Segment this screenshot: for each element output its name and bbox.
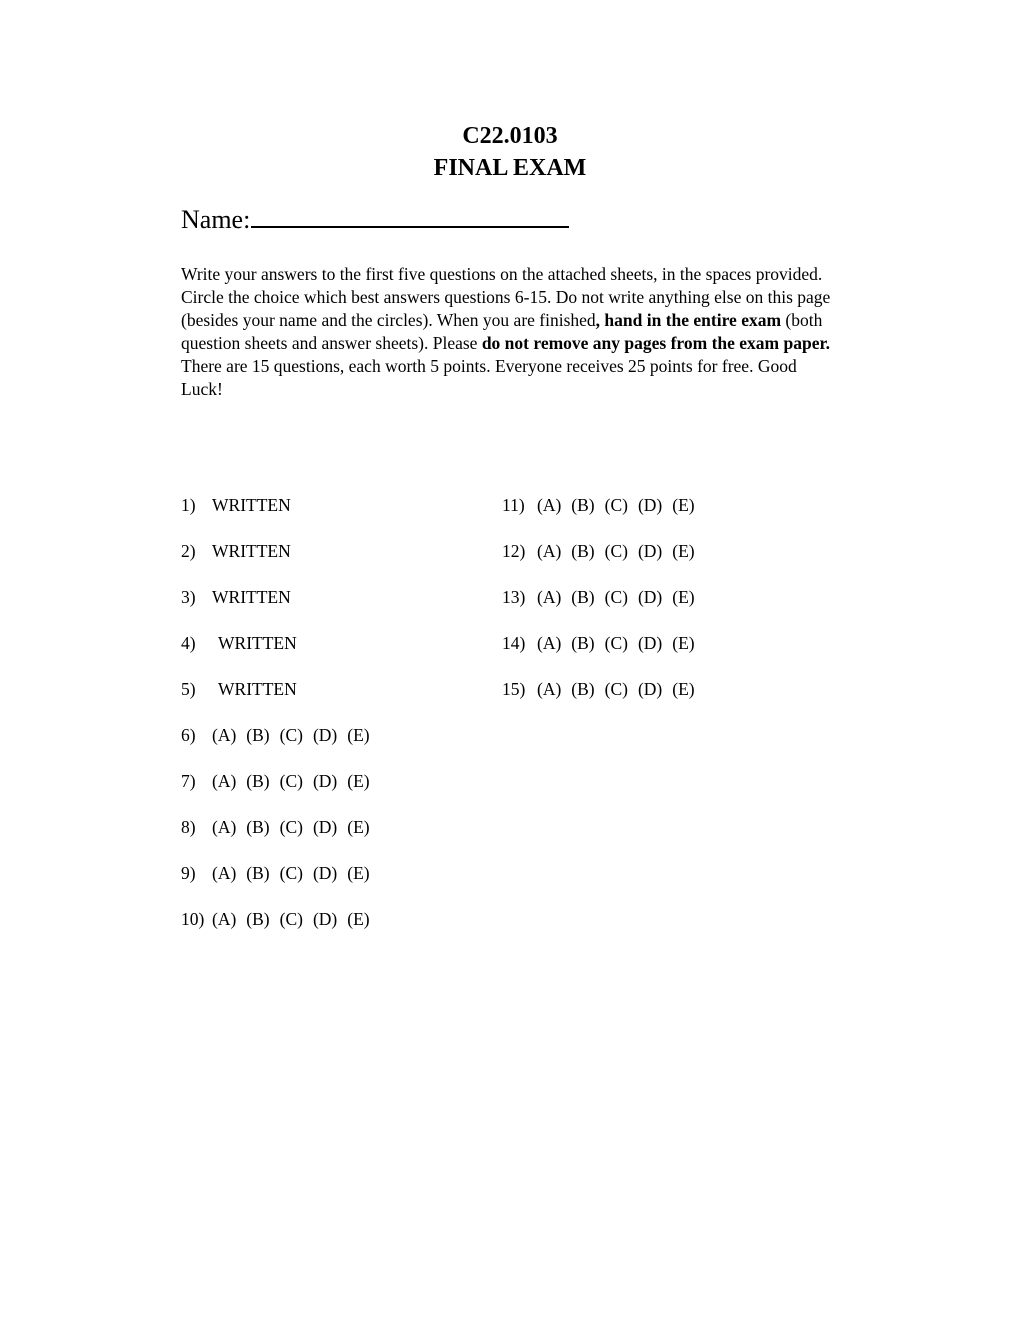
answer-choice-a[interactable]: (A): [212, 771, 237, 791]
course-code: C22.0103: [462, 123, 558, 149]
question-number: 4): [181, 633, 196, 653]
answer-choice-c[interactable]: (C): [279, 909, 303, 929]
answer-choice-d[interactable]: (D): [637, 633, 663, 653]
question-row: [181, 816, 380, 838]
answer-choice-d[interactable]: (D): [312, 909, 338, 929]
answer-choice-e[interactable]: (E): [672, 633, 695, 653]
answer-choice-d[interactable]: (D): [637, 541, 663, 561]
question-number: 10): [181, 909, 205, 929]
name-blank-line[interactable]: [251, 200, 569, 228]
question-row: [181, 908, 380, 930]
exam-title: FINAL EXAM: [433, 155, 587, 181]
answer-choice-e[interactable]: (E): [347, 863, 370, 883]
answer-choice-c[interactable]: (C): [279, 863, 303, 883]
question-row: [502, 540, 705, 562]
question-row: [502, 632, 705, 654]
answer-choice-b[interactable]: (B): [571, 541, 595, 561]
instructions-paragraph: [181, 263, 841, 401]
answer-choice-d[interactable]: (D): [637, 587, 663, 607]
answer-choice-c[interactable]: (C): [604, 541, 628, 561]
question-number: 7): [181, 771, 196, 791]
question-number: 5): [181, 679, 196, 699]
answer-choice-a[interactable]: (A): [537, 633, 562, 653]
instructions-text-1: Write your answers to the first five questions on the attached sheets, in the spaces provided. Circle the choice which best answers questions 6-15. Do not write anything else on this page (besides your name and the circles). When you are finished: [181, 264, 831, 330]
question-number: 12): [502, 541, 526, 561]
question-number: 1): [181, 495, 196, 515]
answer-choice-a[interactable]: (A): [212, 817, 237, 837]
answer-choice-a[interactable]: (A): [537, 679, 562, 699]
question-row: [181, 494, 291, 516]
question-row: [502, 586, 705, 608]
question-row: [502, 494, 705, 516]
question-row: [181, 586, 291, 608]
answer-choice-b[interactable]: (B): [571, 495, 595, 515]
answer-choice-b[interactable]: (B): [571, 587, 595, 607]
answer-choice-d[interactable]: (D): [637, 495, 663, 515]
question-number: 14): [502, 633, 526, 653]
answer-choice-c[interactable]: (C): [604, 633, 628, 653]
answer-choice-a[interactable]: (A): [537, 587, 562, 607]
answer-choice-e[interactable]: (E): [347, 817, 370, 837]
answer-choice-d[interactable]: (D): [312, 771, 338, 791]
question-number: 11): [502, 495, 525, 515]
question-number: 3): [181, 587, 196, 607]
answer-choice-d[interactable]: (D): [637, 679, 663, 699]
answer-choice-c[interactable]: (C): [604, 587, 628, 607]
question-number: 2): [181, 541, 196, 561]
answer-choice-d[interactable]: (D): [312, 817, 338, 837]
answer-choice-e[interactable]: (E): [347, 725, 370, 745]
question-number: 9): [181, 863, 196, 883]
answer-choice-b[interactable]: (B): [246, 771, 270, 791]
answer-choice-b[interactable]: (B): [246, 725, 270, 745]
answer-choice-c[interactable]: (C): [279, 771, 303, 791]
answer-choice-c[interactable]: (C): [604, 495, 628, 515]
answer-choice-d[interactable]: (D): [312, 725, 338, 745]
instructions-bold-1: , hand in the entire exam: [595, 310, 782, 330]
written-label: WRITTEN: [212, 495, 291, 515]
answer-choice-a[interactable]: (A): [212, 863, 237, 883]
name-label: Name:: [181, 205, 251, 234]
answer-choice-e[interactable]: (E): [672, 495, 695, 515]
question-row: [181, 724, 380, 746]
question-row: [181, 862, 380, 884]
answer-choice-e[interactable]: (E): [672, 679, 695, 699]
answer-choice-b[interactable]: (B): [571, 633, 595, 653]
written-label: WRITTEN: [212, 587, 291, 607]
question-number: 13): [502, 587, 526, 607]
answer-choice-a[interactable]: (A): [212, 909, 237, 929]
answer-choice-a[interactable]: (A): [212, 725, 237, 745]
answer-choice-e[interactable]: (E): [347, 771, 370, 791]
instructions-bold-2: do not remove any pages from the exam paper.: [481, 333, 831, 353]
question-number: 6): [181, 725, 196, 745]
answer-choice-b[interactable]: (B): [571, 679, 595, 699]
answer-choice-b[interactable]: (B): [246, 863, 270, 883]
name-field: [181, 200, 569, 237]
answer-choice-c[interactable]: (C): [604, 679, 628, 699]
question-number: 15): [502, 679, 526, 699]
answer-choice-a[interactable]: (A): [537, 541, 562, 561]
answer-choice-d[interactable]: (D): [312, 863, 338, 883]
written-label: WRITTEN: [212, 541, 291, 561]
instructions-text-2: (both question sheets and answer sheets). Please: [181, 310, 823, 353]
answer-choice-e[interactable]: (E): [672, 541, 695, 561]
written-label: WRITTEN: [218, 679, 297, 699]
question-row: [181, 632, 297, 654]
question-row: [181, 678, 297, 700]
question-number: 8): [181, 817, 196, 837]
question-row: [502, 678, 705, 700]
question-row: [181, 540, 291, 562]
question-row: [181, 770, 380, 792]
answer-choice-b[interactable]: (B): [246, 817, 270, 837]
written-label: WRITTEN: [218, 633, 297, 653]
answer-choice-b[interactable]: (B): [246, 909, 270, 929]
instructions-text-3: There are 15 questions, each worth 5 points. Everyone receives 25 points for free. Good Luck!: [181, 356, 797, 399]
answer-choice-a[interactable]: (A): [537, 495, 562, 515]
answer-choice-e[interactable]: (E): [672, 587, 695, 607]
answer-choice-c[interactable]: (C): [279, 817, 303, 837]
answer-choice-c[interactable]: (C): [279, 725, 303, 745]
answer-choice-e[interactable]: (E): [347, 909, 370, 929]
